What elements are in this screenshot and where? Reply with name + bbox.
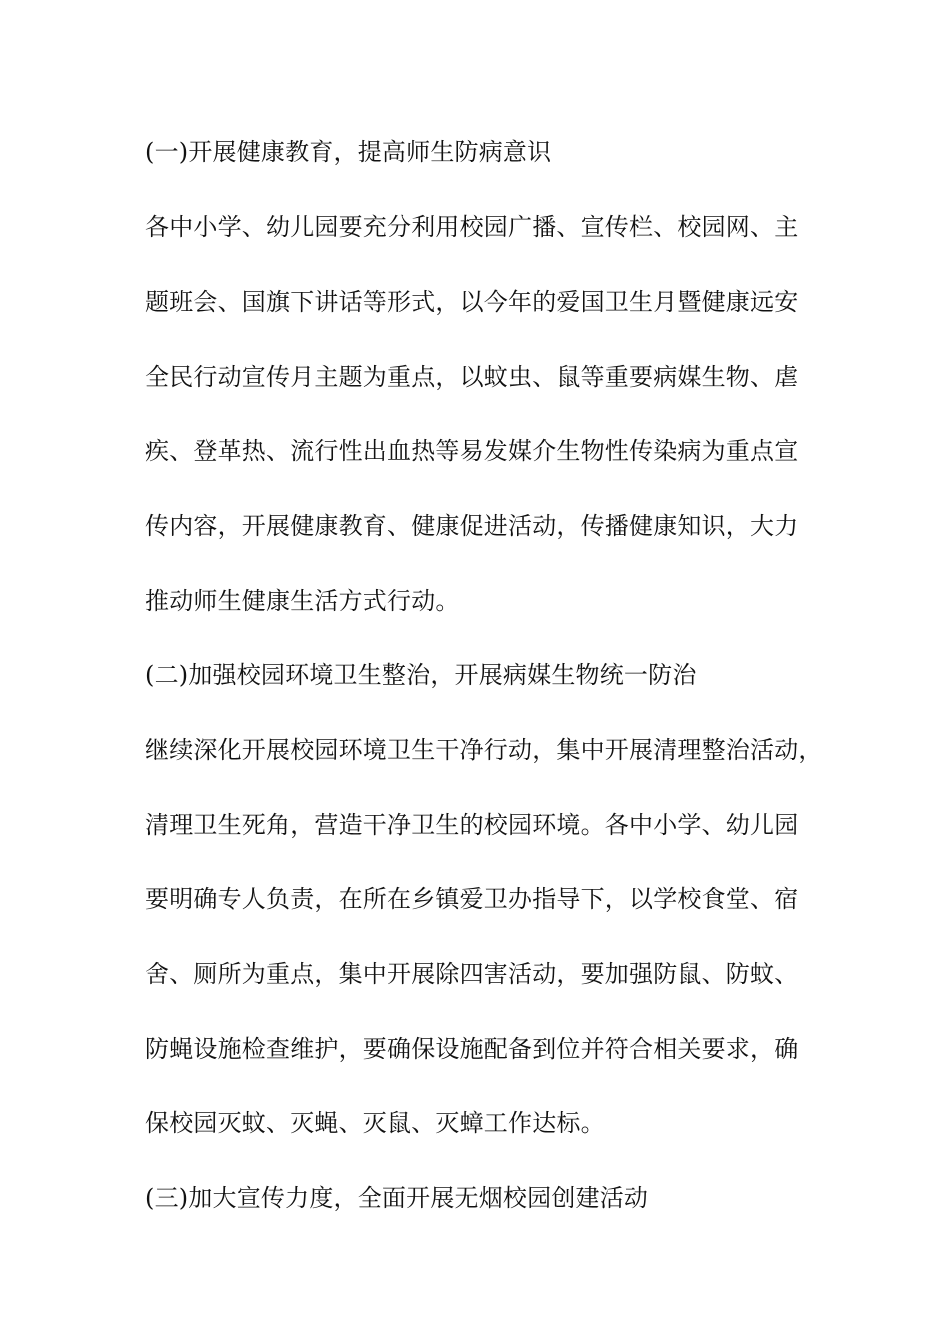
paragraph-line: 各中小学、幼儿园要充分利用校园广播、宣传栏、校园网、主: [145, 213, 799, 241]
section-heading-2: (二)加强校园环境卫生整治，开展病媒生物统一防治: [145, 661, 697, 689]
paragraph-line: 防蝇设施检查维护，要确保设施配备到位并符合相关要求，确: [145, 1035, 799, 1063]
paragraph-line: 推动师生健康生活方式行动。: [145, 587, 460, 615]
paragraph-line: 疾、登革热、流行性出血热等易发媒介生物性传染病为重点宣: [145, 437, 799, 465]
paragraph-line: 保校园灭蚊、灭蝇、灭鼠、灭蟑工作达标。: [145, 1109, 605, 1137]
section-heading-3: (三)加大宣传力度，全面开展无烟校园创建活动: [145, 1184, 649, 1212]
paragraph-line: 要明确专人负责，在所在乡镇爱卫办指导下，以学校食堂、宿: [145, 885, 799, 913]
paragraph-line: 传内容，开展健康教育、健康促进活动，传播健康知识，大力: [145, 512, 799, 540]
paragraph-line: 舍、厕所为重点，集中开展除四害活动，要加强防鼠、防蚊、: [145, 960, 799, 988]
paragraph-line: 题班会、国旗下讲话等形式，以今年的爱国卫生月暨健康远安: [145, 288, 799, 316]
section-heading-1: (一)开展健康教育，提高师生防病意识: [145, 138, 552, 166]
paragraph-line: 清理卫生死角，营造干净卫生的校园环境。各中小学、幼儿园: [145, 811, 799, 839]
paragraph-line: 全民行动宣传月主题为重点，以蚊虫、鼠等重要病媒生物、虐: [145, 363, 799, 391]
paragraph-line: 继续深化开展校园环境卫生干净行动，集中开展清理整治活动，: [145, 736, 823, 764]
